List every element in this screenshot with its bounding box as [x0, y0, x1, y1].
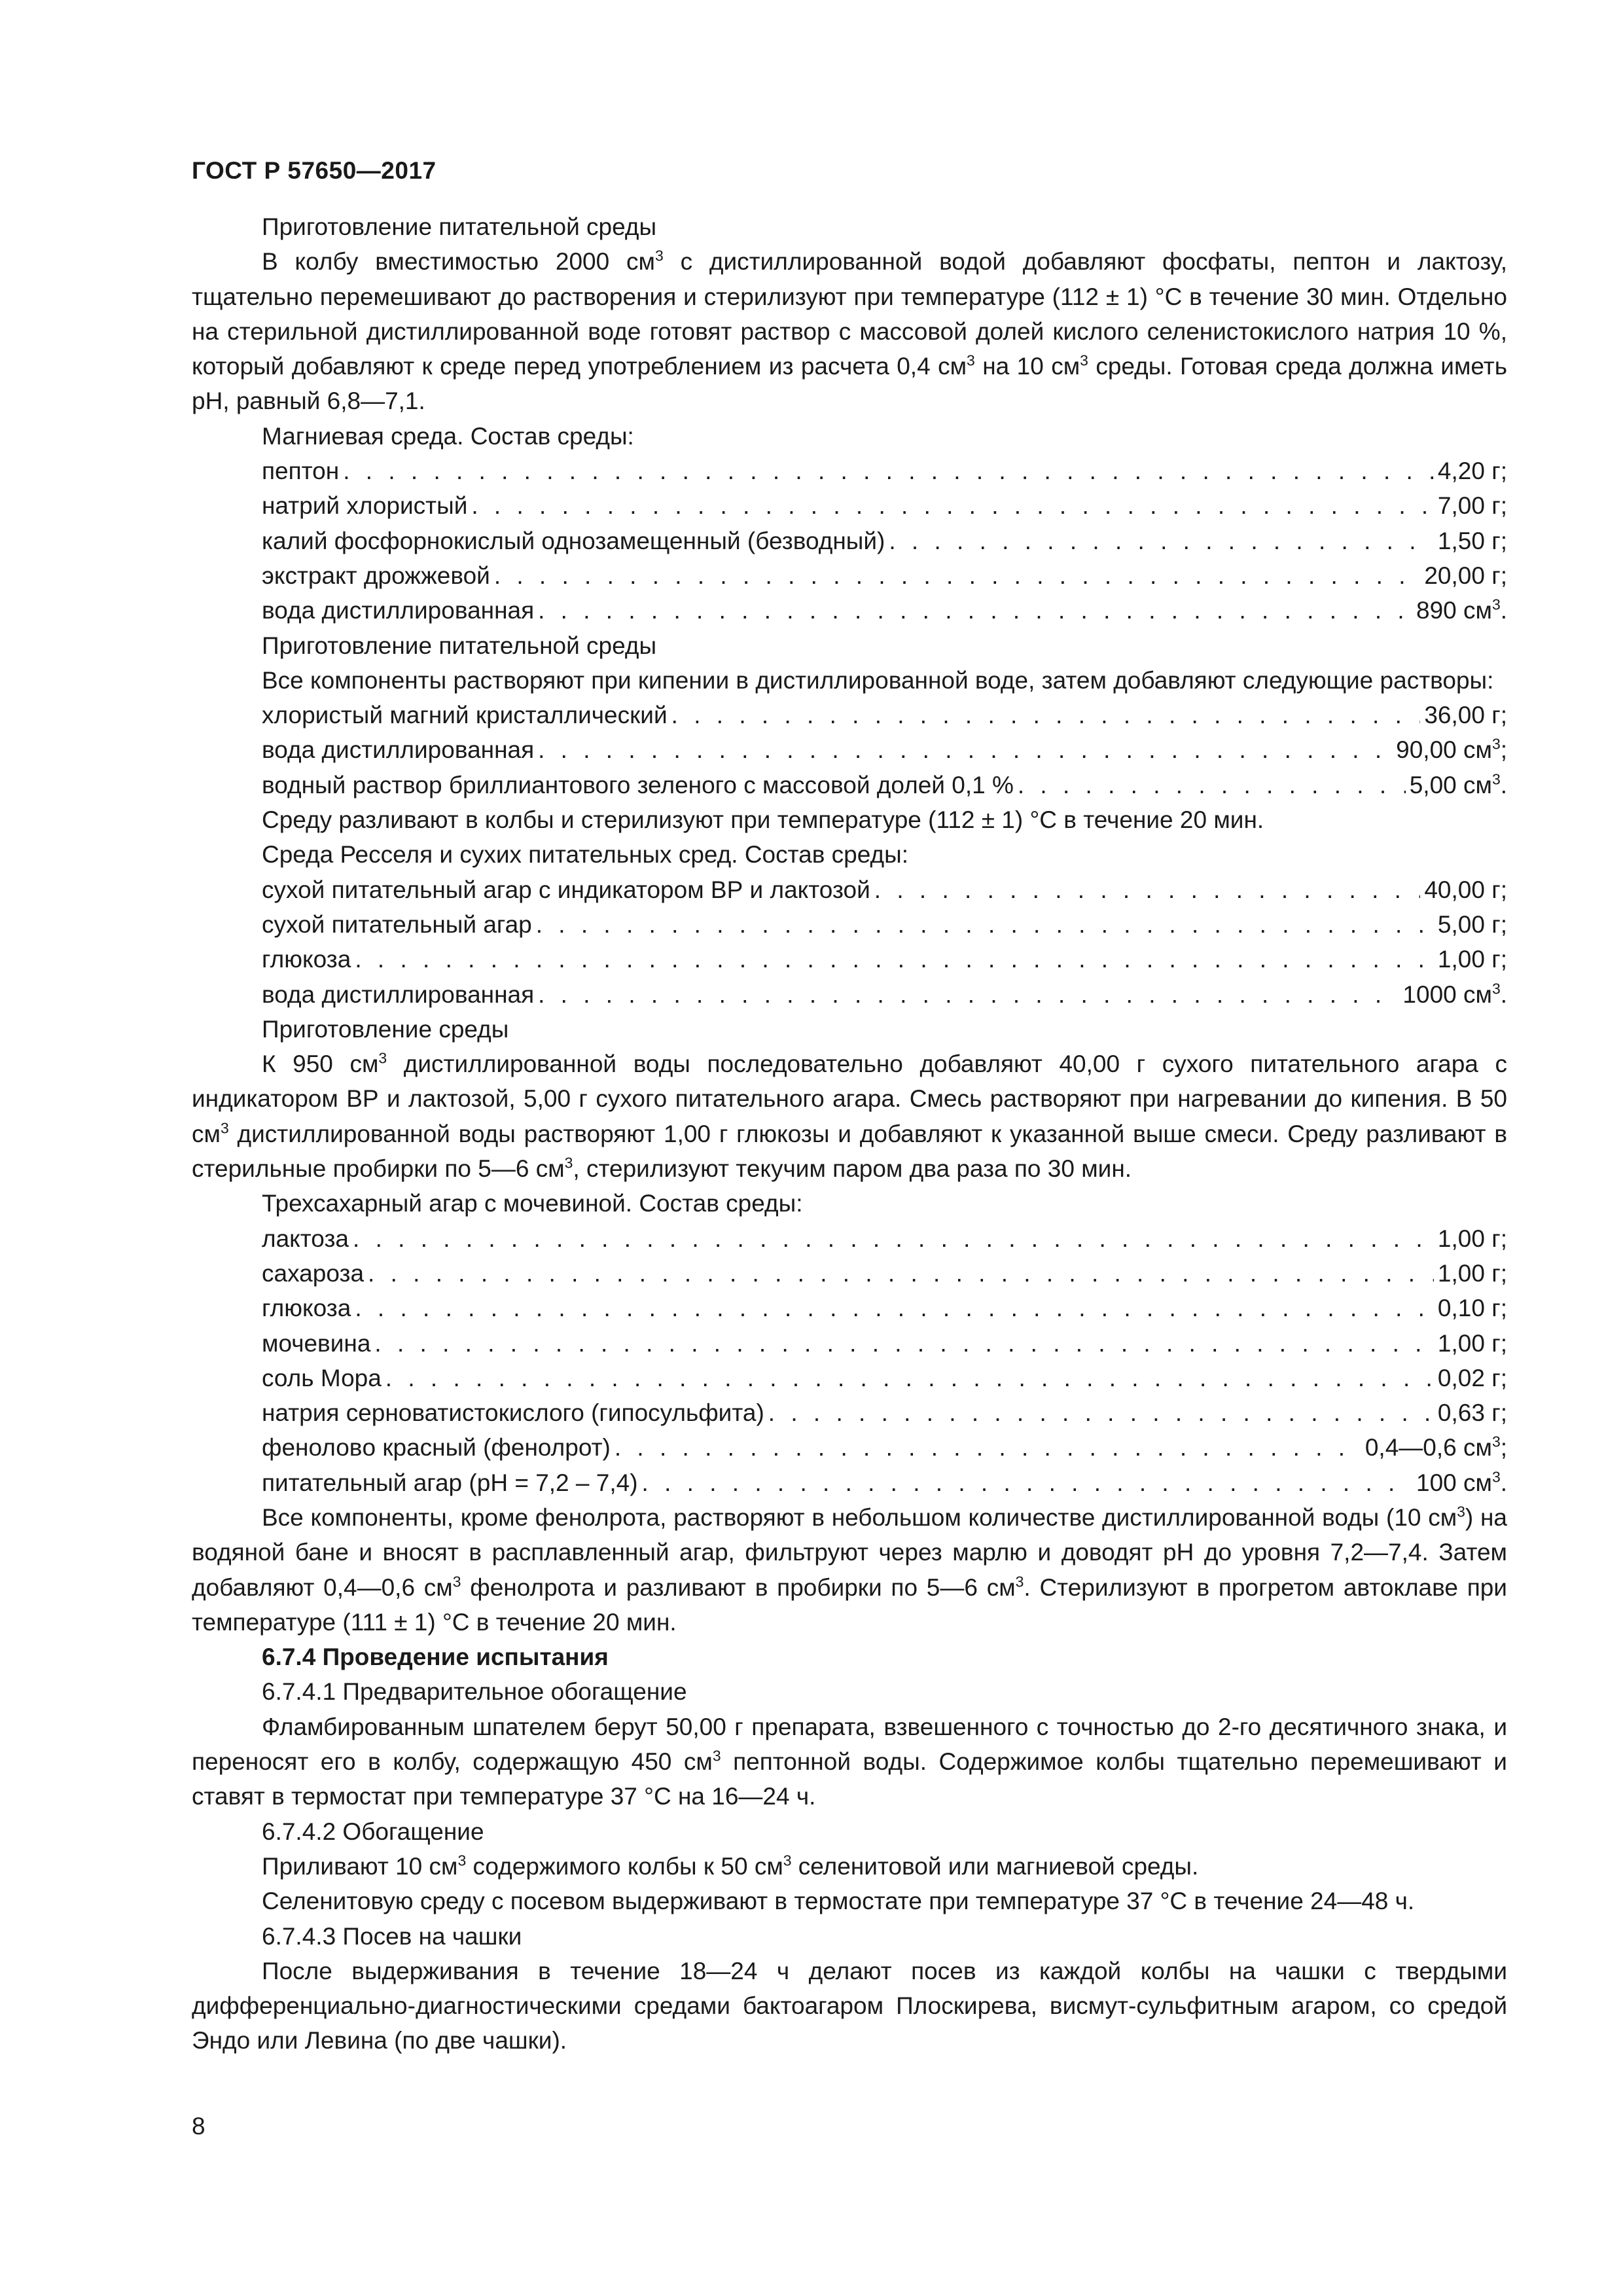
component-name: натрия серноватистокислого (гипосульфита) — [262, 1399, 764, 1427]
component-name: вода дистиллированная — [262, 597, 535, 624]
component-amount: 100 $см^3$. — [1416, 1467, 1507, 1496]
paragraph: Среда Ресселя и сухих питательных сред. Состав среды: — [262, 841, 908, 869]
leader-dots — [615, 1430, 1361, 1465]
component-name: экстракт дрожжевой — [262, 562, 490, 589]
composition-item — [262, 1395, 1507, 1430]
paragraph: Приготовление среды — [262, 1015, 509, 1043]
leader-dots — [538, 593, 1412, 628]
composition-item — [262, 1256, 1507, 1291]
paragraph: Приготовление питательной среды — [262, 213, 657, 240]
component-amount: 5,00 г; — [1437, 910, 1507, 938]
leader-dots — [768, 1395, 1434, 1430]
composition-item — [262, 977, 1507, 1012]
paragraph: Приливают 10 $см^3$ содержимого колбы к 50 $см^3$ селенитовой или магниевой среды. — [262, 1852, 1199, 1880]
component-name: водный раствор бриллиантового зеленого с массовой долей 0,1 % — [262, 771, 1014, 798]
paragraph: Среду разливают в колбы и стерилизуют при температуре (112 ± 1) °С в течение 20 мин. — [262, 806, 1264, 834]
component-amount: 0,02 г; — [1437, 1364, 1507, 1391]
component-name: феноловo красный (фенолрот) — [262, 1434, 611, 1462]
composition-item — [262, 1465, 1507, 1500]
composition-item — [262, 488, 1507, 523]
paragraph: Магниевая среда. Состав среды: — [262, 422, 634, 450]
component-amount: 1,50 г; — [1437, 527, 1507, 554]
composition-item — [262, 524, 1507, 558]
component-amount: 40,00 г; — [1424, 876, 1507, 903]
composition-list-magnesium — [192, 454, 1507, 628]
leader-dots — [1018, 768, 1406, 802]
leader-dots — [343, 454, 1434, 488]
subsection-heading: 6.7.4.1 Предварительное обогащение — [262, 1678, 687, 1706]
composition-item — [262, 1221, 1507, 1256]
paragraph: Селенитовую среду с посевом выдерживают в термостате при температуре 37 °С в течение 24—48 ч. — [262, 1888, 1415, 1915]
section-heading: 6.7.4 Проведение испытания — [262, 1643, 609, 1671]
composition-item — [262, 732, 1507, 767]
component-name: калий фосфорнокислый однозамещенный (безводный) — [262, 527, 885, 554]
document-page — [192, 157, 1507, 2058]
leader-dots — [368, 1256, 1434, 1291]
composition-item — [262, 1430, 1507, 1465]
composition-item — [262, 768, 1507, 802]
leader-dots — [538, 977, 1399, 1012]
leader-dots — [385, 1361, 1434, 1395]
subsection-heading: 6.7.4.3 Посев на чашки — [262, 1922, 522, 1950]
paragraph: В колбу вместимостью 2000 $см^3$ с дистиллированной водой добавляют фосфаты, пептон и лактозу, тщательно перемешивают до растворения и стерилизуют при температуре (112 ± 1) °С в течение 30 мин. Отдельно на стерильной дистиллированной воде готовят раствор с массовой долей кислого селенистокислого натрия 10 %, который добавляют к среде перед употреблением из расчета 0,4 $см^3$ на 10 $см^3$ среды. Готовая среда должна иметь pH, равный 6,8—7,1. — [192, 247, 1507, 415]
component-name: глюкоза — [262, 1295, 351, 1322]
component-amount: 1,00 г; — [1437, 946, 1507, 973]
component-name: соль Мора — [262, 1364, 382, 1391]
leader-dots — [671, 698, 1421, 732]
component-amount: 890 $см^3$. — [1416, 596, 1507, 624]
leader-dots — [889, 524, 1434, 558]
leader-dots — [642, 1465, 1412, 1500]
leader-dots — [536, 907, 1434, 942]
paragraph: Приготовление питательной среды — [262, 632, 657, 659]
paragraph: Все компоненты, кроме фенолрота, растворяют в небольшом количестве дистиллированной воды (10 $см^3$) на водяной бане и вносят в расплавленный агар, фильтруют через марлю и доводят pH до уровня 7,2—7,4. Затем добавляют 0,4—0,6 $см^3$ фенолрота и разливают в пробирки по 5—6 $см^3$. Стерилизуют в прогретом автоклаве при температуре (111 ± 1) °С в течение 20 мин. — [192, 1503, 1507, 1636]
component-name: сахароза — [262, 1259, 365, 1287]
leader-dots — [471, 488, 1434, 523]
subsection-heading: 6.7.4.2 Обогащение — [262, 1818, 484, 1845]
component-name: пептон — [262, 457, 340, 485]
component-name: сухой питательный агар — [262, 910, 532, 938]
page-number: 8 — [192, 2113, 205, 2140]
leader-dots — [538, 732, 1392, 767]
component-amount: 1,00 г; — [1437, 1329, 1507, 1357]
component-amount: 7,00 г; — [1437, 492, 1507, 520]
component-amount: 1,00 г; — [1437, 1259, 1507, 1287]
component-amount: 0,4—0,6 $см^3$; — [1364, 1433, 1507, 1462]
leader-dots — [353, 1221, 1434, 1256]
composition-item — [262, 872, 1507, 907]
component-name: сухой питательный агар с индикатором ВР и лактозой — [262, 876, 870, 903]
component-name: питательный агар (pH = 7,2 – 7,4) — [262, 1469, 638, 1496]
component-name: хлористый магний кристаллический — [262, 702, 668, 729]
leader-dots — [355, 942, 1434, 977]
component-name: вода дистиллированная — [262, 736, 535, 764]
component-amount: 0,63 г; — [1437, 1399, 1507, 1427]
paragraph: Трехсахарный агар с мочевиной. Состав среды: — [262, 1190, 803, 1217]
composition-item — [262, 454, 1507, 488]
composition-item — [262, 942, 1507, 977]
composition-item — [262, 907, 1507, 942]
composition-item — [262, 558, 1507, 593]
component-amount: 0,10 г; — [1437, 1295, 1507, 1322]
leader-dots — [355, 1291, 1434, 1325]
component-amount: 5,00 $см^3$. — [1409, 770, 1507, 798]
paragraph: После выдерживания в течение 18—24 ч делают посев из каждой колбы на чашки с твердыми дифференциально-диагностическими средами бактоагаром Плоскирева, висмут-сульфитным агаром, со средой Эндо или Левина (по две чашки). — [192, 1957, 1507, 2054]
component-amount: 1,00 г; — [1437, 1225, 1507, 1252]
paragraph: Все компоненты растворяют при кипении в дистиллированной воде, затем добавляют следующие растворы: — [262, 666, 1494, 694]
component-amount: 4,20 г; — [1437, 457, 1507, 485]
composition-list-ressel — [192, 872, 1507, 1012]
component-name: натрий хлористый — [262, 492, 468, 520]
leader-dots — [874, 872, 1421, 907]
composition-item — [262, 1291, 1507, 1325]
composition-list-trisugar — [192, 1221, 1507, 1500]
document-header: ГОСТ Р 57650—2017 — [192, 157, 437, 184]
component-name: глюкоза — [262, 946, 351, 973]
component-amount: 90,00 $см^3$; — [1396, 735, 1507, 764]
composition-item — [262, 593, 1507, 628]
composition-item — [262, 1361, 1507, 1395]
component-amount: 1000 $см^3$. — [1402, 979, 1507, 1008]
composition-list-solutions — [192, 698, 1507, 802]
component-name: лактоза — [262, 1225, 349, 1252]
composition-item — [262, 698, 1507, 732]
leader-dots — [494, 558, 1421, 593]
component-name: мочевина — [262, 1329, 371, 1357]
composition-item — [262, 1326, 1507, 1361]
paragraph: К 950 $см^3$ дистиллированной воды последовательно добавляют 40,00 г сухого питательного агара с индикатором ВР и лактозой, 5,00 г сухого питательного агара. Смесь растворяют при нагревании до кипения. В 50 $см^3$ дистиллированной воды растворяют 1,00 г глюкозы и добавляют к указанной выше смеси. Среду разливают в стерильные пробирки по 5—6 $см^3$, стерилизуют текучим паром два раза по 30 мин. — [192, 1049, 1507, 1183]
leader-dots — [374, 1326, 1434, 1361]
component-amount: 20,00 г; — [1424, 562, 1507, 589]
component-amount: 36,00 г; — [1424, 702, 1507, 729]
paragraph: Фламбированным шпателем берут 50,00 г препарата, взвешенного с точностью до 2-го десятичного знака, и переносят его в колбу, содержащую 450 $см^3$ пептонной воды. Содержимое колбы тщательно перемешивают и ставят в термостат при температуре 37 °С на 16—24 ч. — [192, 1713, 1507, 1810]
component-name: вода дистиллированная — [262, 980, 535, 1008]
